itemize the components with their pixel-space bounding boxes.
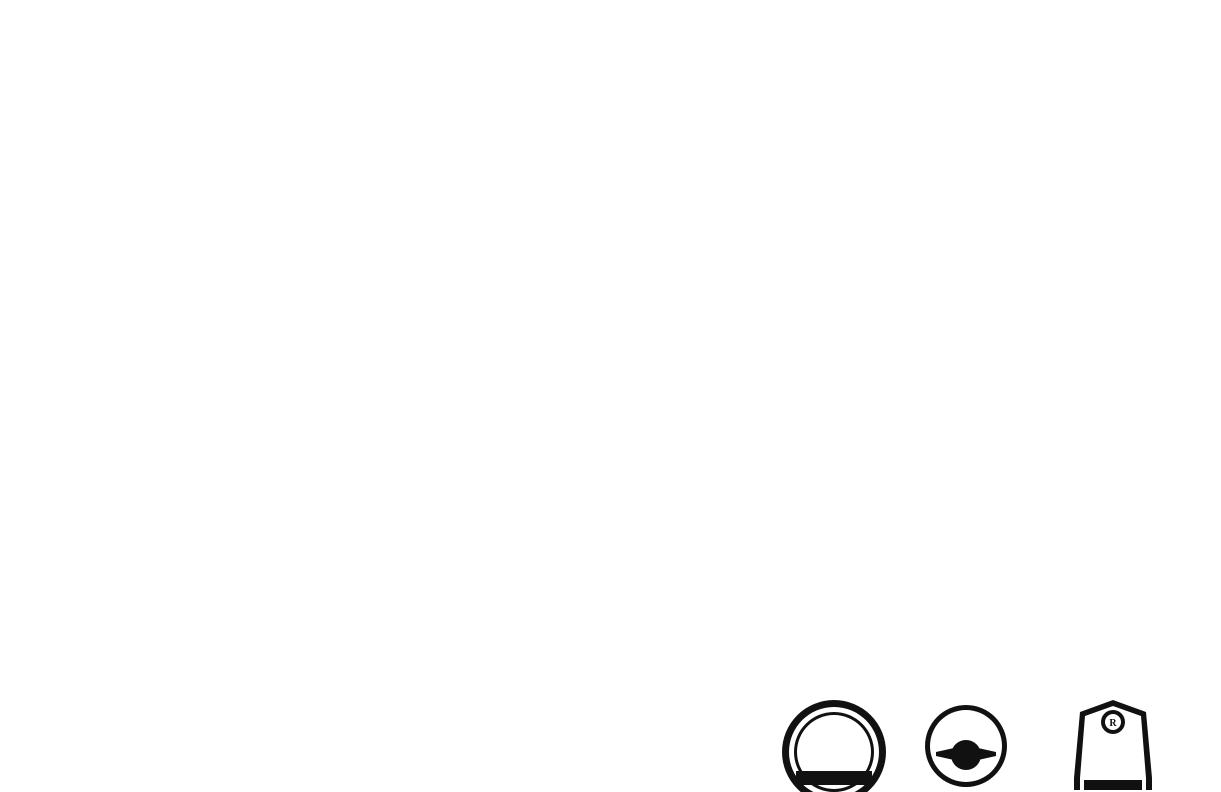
badges-strip xyxy=(778,698,1168,790)
a2-permis-badge-icon xyxy=(778,700,890,792)
assured-badge-icon xyxy=(924,700,1008,792)
riders-club-badge-icon xyxy=(1068,698,1158,790)
svg-text:R: R xyxy=(1109,718,1117,729)
